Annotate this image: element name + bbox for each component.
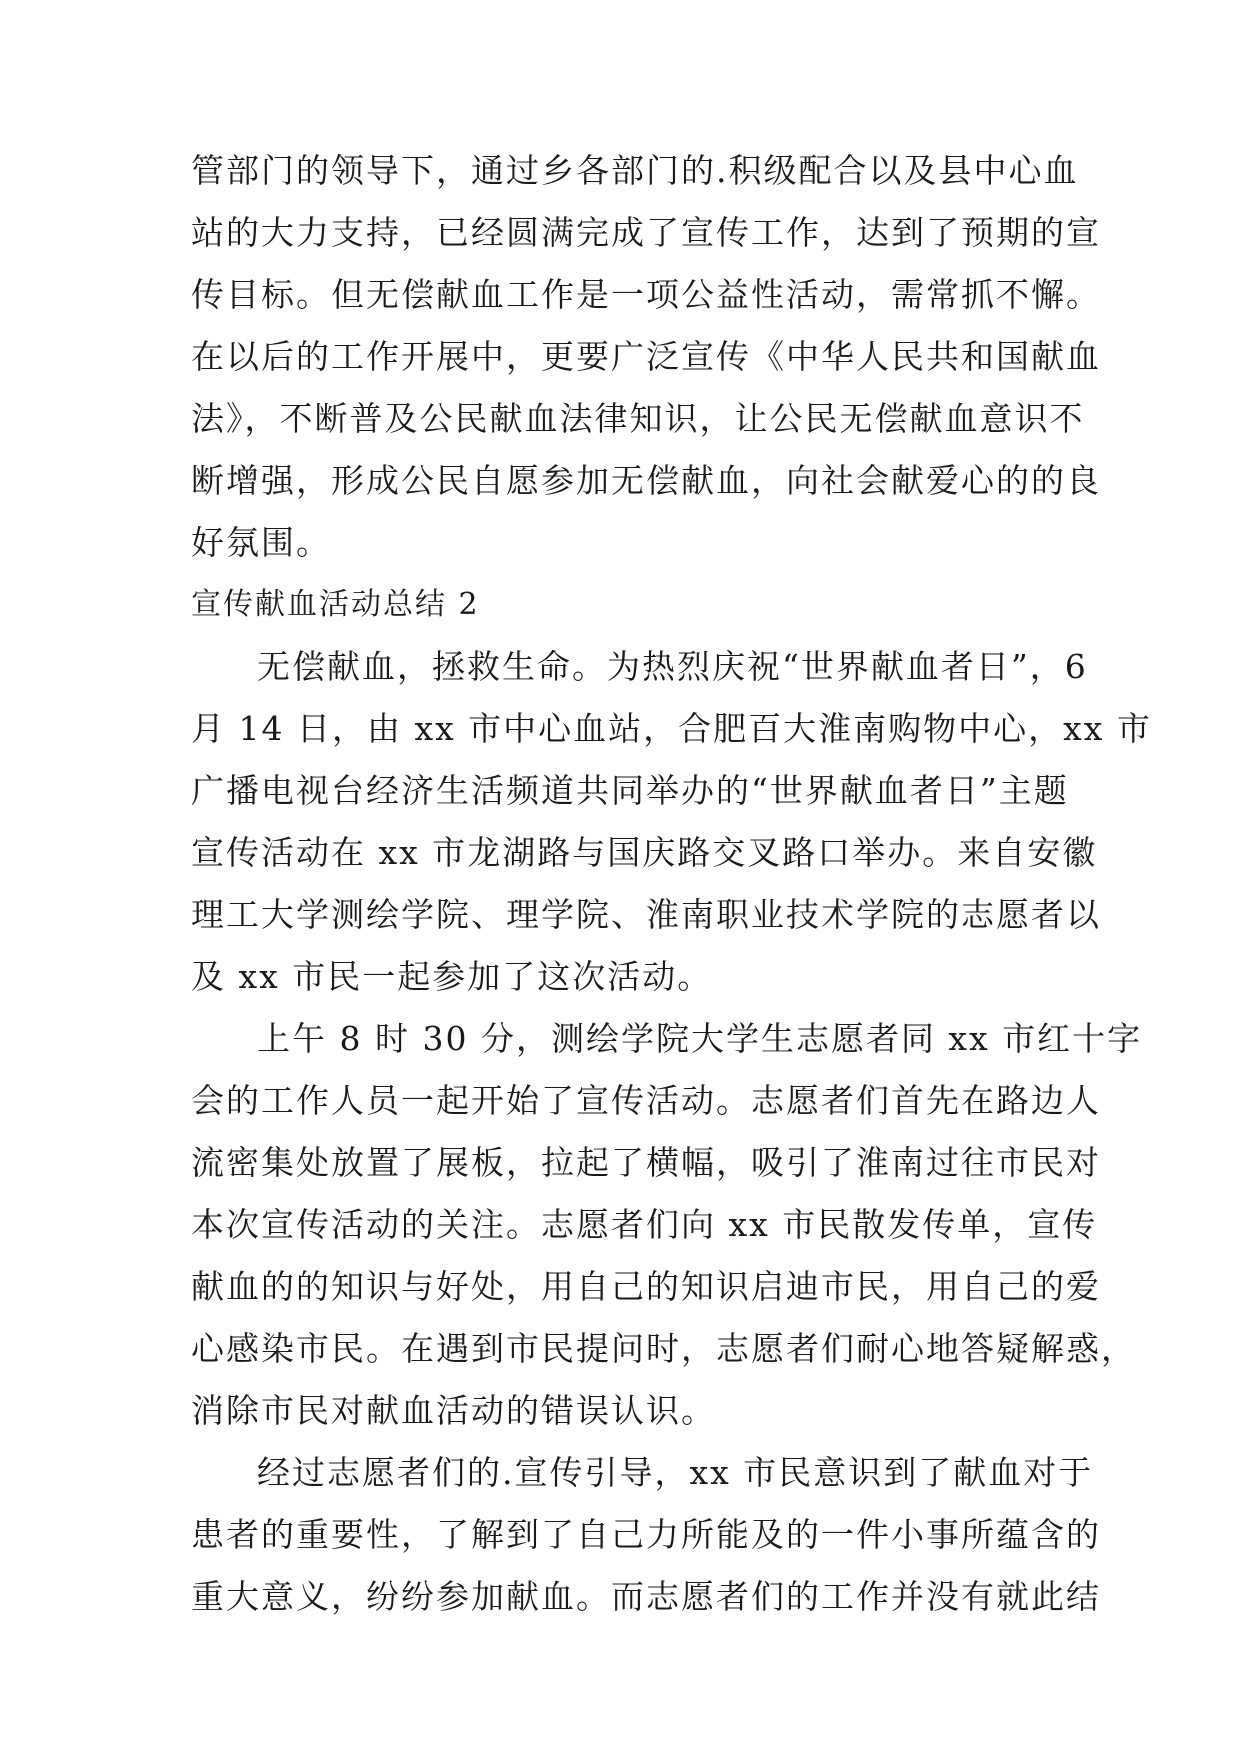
text-line: 本次宣传活动的关注。志愿者们向 xx 市民散发传单，宣传 bbox=[191, 1205, 1098, 1244]
text-line: 法》，不断普及公民献血法律知识，让公民无偿献血意识不 bbox=[191, 399, 1085, 438]
text-line: 月 14 日，由 xx 市中心血站，合肥百大淮南购物中心，xx 市 bbox=[191, 709, 1152, 748]
text-line: 上午 8 时 30 分，测绘学院大学生志愿者同 xx 市红十字 bbox=[257, 1019, 1143, 1058]
text-line: 管部门的领导下，通过乡各部门的.积级配合以及县中心血 bbox=[191, 151, 1079, 190]
text-line: 献血的的知识与好处，用自己的知识启迪市民，用自己的爱 bbox=[191, 1267, 1101, 1306]
text-line: 在以后的工作开展中，更要广泛宣传《中华人民共和国献血 bbox=[191, 337, 1101, 376]
paragraph-3 bbox=[191, 1442, 1101, 1628]
text-line: 传目标。但无偿献血工作是一项公益性活动，需常抓不懈。 bbox=[191, 275, 1101, 314]
text-line: 好氛围。 bbox=[191, 523, 331, 562]
document-page bbox=[191, 140, 1152, 1628]
text-line: 会的工作人员一起开始了宣传活动。志愿者们首先在路边人 bbox=[191, 1081, 1101, 1120]
text-line: 站的大力支持，已经圆满完成了宣传工作，达到了预期的宣 bbox=[191, 213, 1101, 252]
text-line: 重大意义，纷纷参加献血。而志愿者们的工作并没有就此结 bbox=[191, 1577, 1101, 1616]
paragraph-2 bbox=[191, 1008, 1143, 1442]
text-line: 理工大学测绘学院、理学院、淮南职业技术学院的志愿者以 bbox=[191, 895, 1101, 934]
text-line: 患者的重要性，了解到了自己力所能及的一件小事所蕴含的 bbox=[191, 1515, 1101, 1554]
text-line: 广播电视台经济生活频道共同举办的“世界献血者日”主题 bbox=[191, 771, 1069, 810]
text-line: 流密集处放置了展板，拉起了横幅，吸引了淮南过往市民对 bbox=[191, 1143, 1101, 1182]
text-line: 宣传活动在 xx 市龙湖路与国庆路交叉路口举办。来自安徽 bbox=[191, 833, 1098, 872]
text-line: 经过志愿者们的.宣传引导，xx 市民意识到了献血对于 bbox=[257, 1453, 1094, 1492]
text-line: 无偿献血，拯救生命。为热烈庆祝“世界献血者日”，6 bbox=[257, 647, 1088, 686]
paragraph-1 bbox=[191, 636, 1152, 1008]
paragraph-intro bbox=[191, 140, 1101, 574]
text-line: 及 xx 市民一起参加了这次活动。 bbox=[191, 957, 713, 996]
text-line: 心感染市民。在遇到市民提问时，志愿者们耐心地答疑解惑， bbox=[191, 1329, 1136, 1368]
text-line: 断增强，形成公民自愿参加无偿献血，向社会献爱心的的良 bbox=[191, 461, 1101, 500]
section-heading: 宣传献血活动总结 2 bbox=[191, 587, 480, 622]
text-line: 消除市民对献血活动的错误认识。 bbox=[191, 1391, 716, 1430]
